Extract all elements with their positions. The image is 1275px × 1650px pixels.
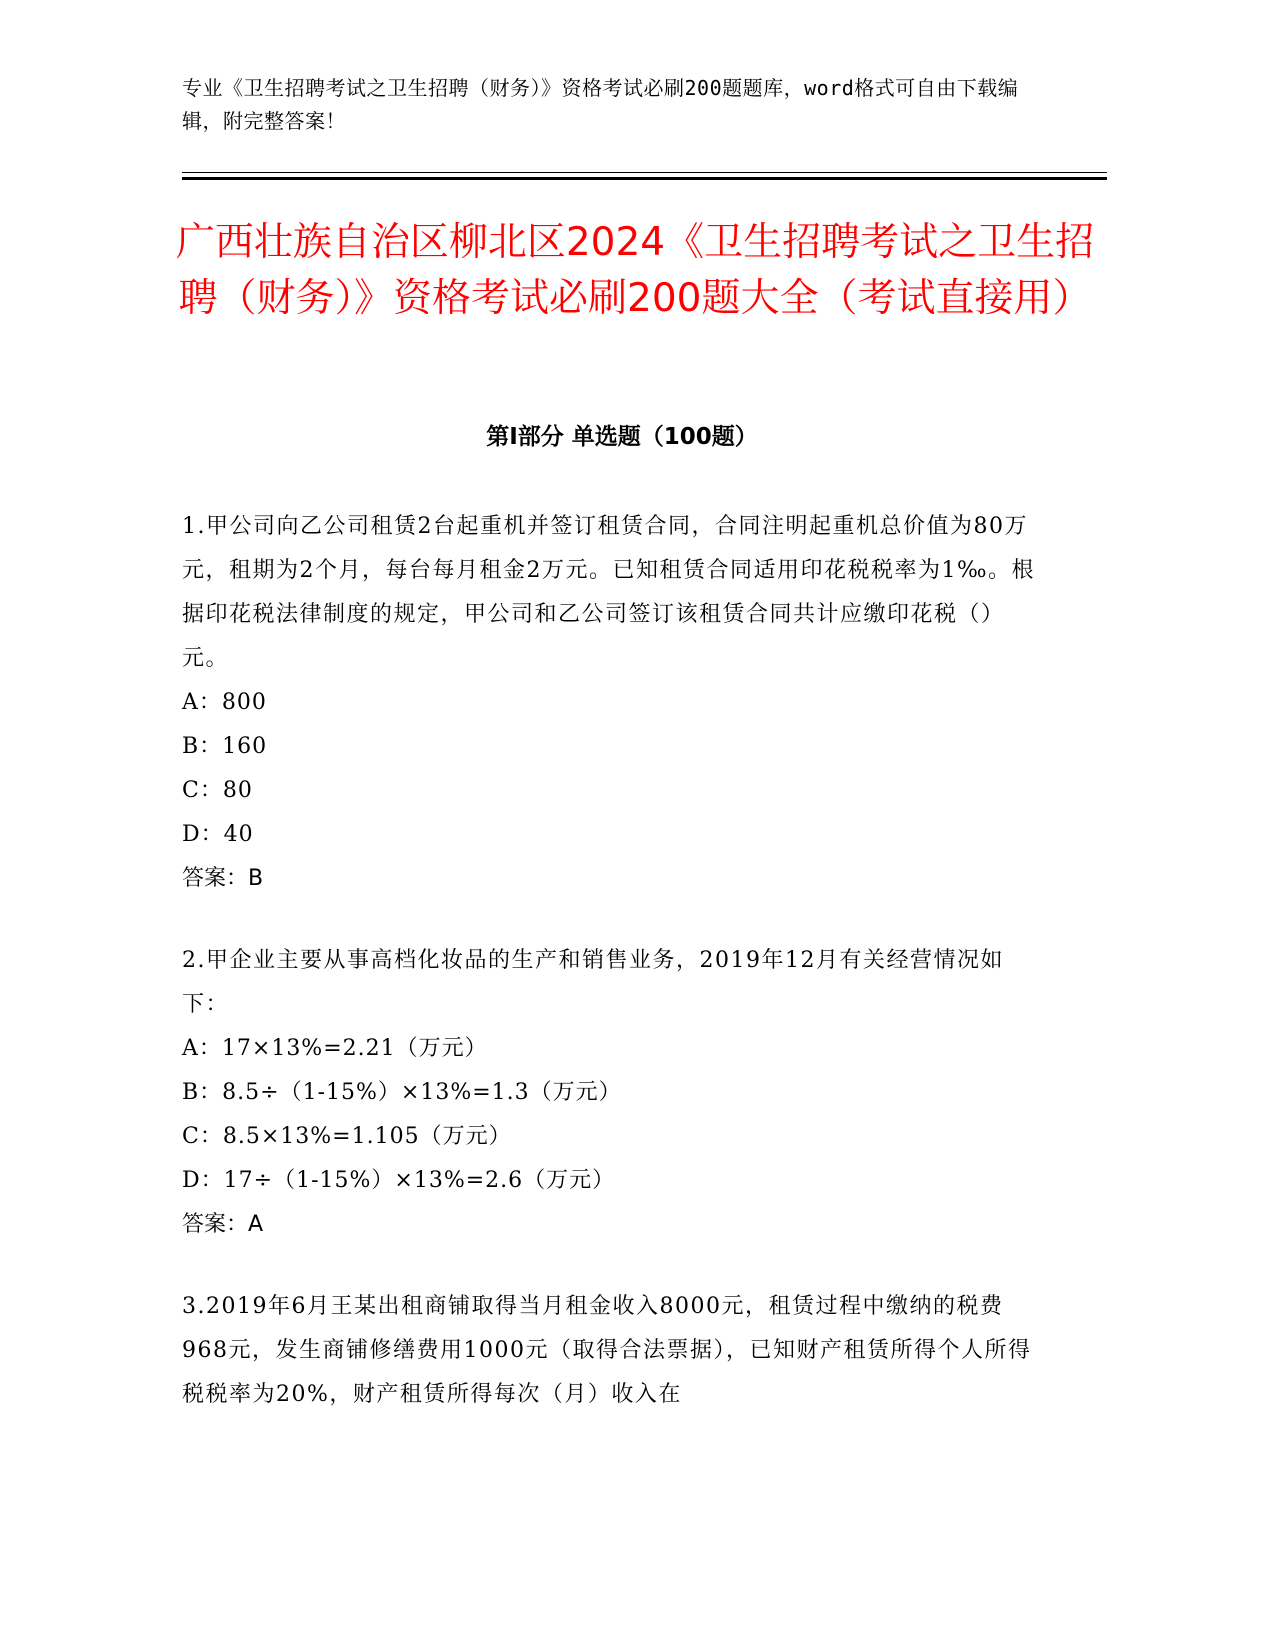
- option-c: C：80: [182, 778, 253, 803]
- question-stem: 2.甲企业主要从事高档化妆品的生产和销售业务，2019年12月有关经营情况如下：: [182, 948, 1004, 1017]
- question-2: [182, 939, 1042, 1247]
- question-stem: 1.甲公司向乙公司租赁2台起重机并签订租赁合同，合同注明起重机总价值为80万元，租期为2个月，每台每月租金2万元。已知租赁合同适用印花税税率为1‰。根据印花税法律制度的规定，甲公司和乙公司签订该租赁合同共计应缴印花税（）元。: [182, 514, 1036, 671]
- option-d: D：17÷（1-15%）×13%=2.6（万元）: [182, 1168, 616, 1193]
- option-a: A：17×13%=2.21（万元）: [182, 1036, 488, 1061]
- section-title: 第Ⅰ部分 单选题（100题）: [486, 424, 758, 450]
- option-b: B：8.5÷（1-15%）×13%=1.3（万元）: [182, 1080, 622, 1105]
- answer: 答案：A: [182, 1212, 264, 1237]
- question-stem: 3.2019年6月王某出租商铺取得当月租金收入8000元，租赁过程中缴纳的税费968元，发生商铺修缮费用1000元（取得合法票据），已知财产租赁所得个人所得税税率为20%，财产租赁所得每次（月）收入在: [182, 1294, 1032, 1407]
- option-a: A：800: [182, 690, 267, 715]
- header-note: 专业《卫生招聘考试之卫生招聘（财务）》资格考试必刷200题题库，word格式可自由下载编辑，附完整答案！: [182, 76, 1019, 133]
- header-divider-thin: [182, 172, 1107, 173]
- answer: 答案：B: [182, 866, 264, 891]
- document-title: 广西壮族自治区柳北区2024《卫生招聘考试之卫生招聘（财务）》资格考试必刷200题大全（考试直接用）: [175, 220, 1095, 321]
- option-d: D：40: [182, 822, 254, 847]
- question-3: [182, 1285, 1042, 1417]
- option-c: C：8.5×13%=1.105（万元）: [182, 1124, 512, 1149]
- header-divider-thick: [182, 177, 1107, 180]
- question-list: [182, 505, 1042, 1455]
- question-1: [182, 505, 1042, 901]
- option-b: B：160: [182, 734, 268, 759]
